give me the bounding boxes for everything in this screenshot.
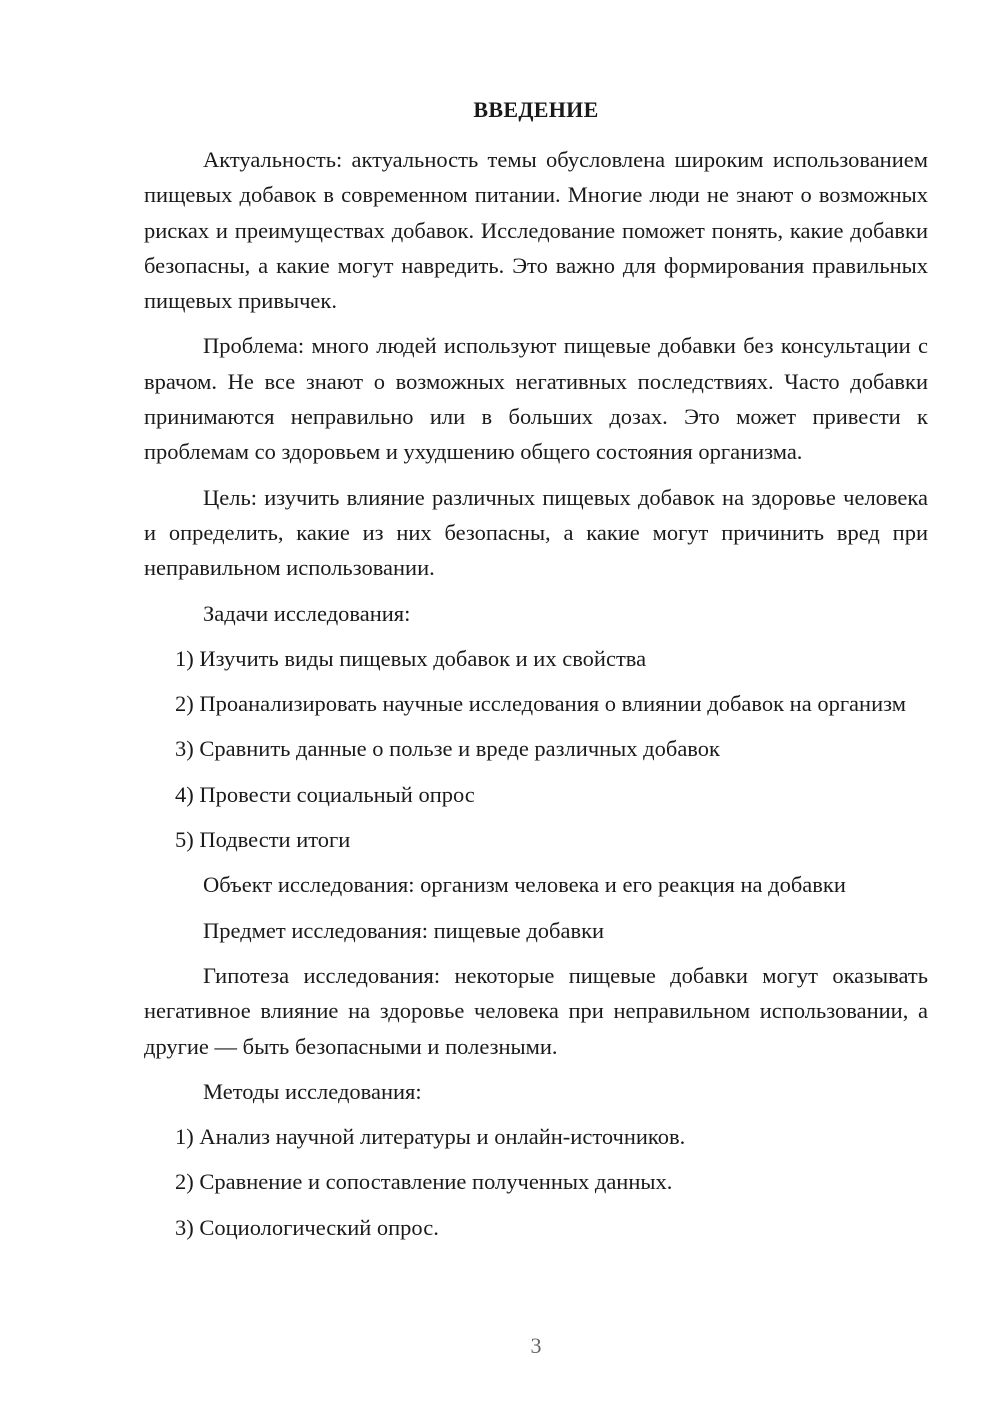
task-item: 5) Подвести итоги [175, 827, 351, 853]
task-item: 1) Изучить виды пищевых добавок и их свойства [175, 645, 647, 671]
goal-paragraph: Цель: изучить влияние различных пищевых добавок на здоровье человека и определить, какие из них безопасны, а какие могут причинить вред при неправильном использовании. [144, 484, 928, 581]
hypothesis-paragraph: Гипотеза исследования: некоторые пищевые добавки могут оказывать негативное влияние на здоровье человека при неправильном использовании, а другие — быть безопасными и полезными. [144, 962, 928, 1059]
tasks-heading: Задачи исследования: [203, 600, 411, 626]
task-item: 3) Сравнить данные о пользе и вреде различных добавок [175, 736, 720, 762]
page-number: 3 [530, 1333, 542, 1358]
document-body [144, 142, 928, 1245]
method-item: 2) Сравнение и сопоставление полученных данных. [175, 1169, 673, 1195]
task-item: 2) Проанализировать научные исследования о влиянии добавок на организм [175, 691, 906, 717]
method-item: 1) Анализ научной литературы и онлайн-источников. [175, 1124, 686, 1150]
problem-paragraph: Проблема: много людей используют пищевые добавки без консультации с врачом. Не все знают о возможных негативных последствиях. Часто добавки принимаются неправильно или в больших дозах. Это может привести к проблемам со здоровьем и ухудшению общего состояния организма. [144, 333, 928, 465]
methods-heading: Методы исследования: [203, 1078, 422, 1104]
relevance-paragraph: Актуальность: актуальность темы обусловлена широким использованием пищевых добавок в современном питании. Многие люди не знают о возможных рисках и преимуществах добавок. Исследование поможет понять, какие добавки безопасны, а какие могут навредить. Это важно для формирования правильных пищевых привычек. [144, 147, 928, 314]
method-item: 3) Социологический опрос. [175, 1214, 439, 1240]
subject-paragraph: Предмет исследования: пищевые добавки [203, 917, 605, 943]
page-title: ВВЕДЕНИЕ [473, 97, 599, 122]
task-item: 4) Провести социальный опрос [175, 781, 475, 807]
object-paragraph: Объект исследования: организм человека и его реакция на добавки [203, 872, 846, 898]
